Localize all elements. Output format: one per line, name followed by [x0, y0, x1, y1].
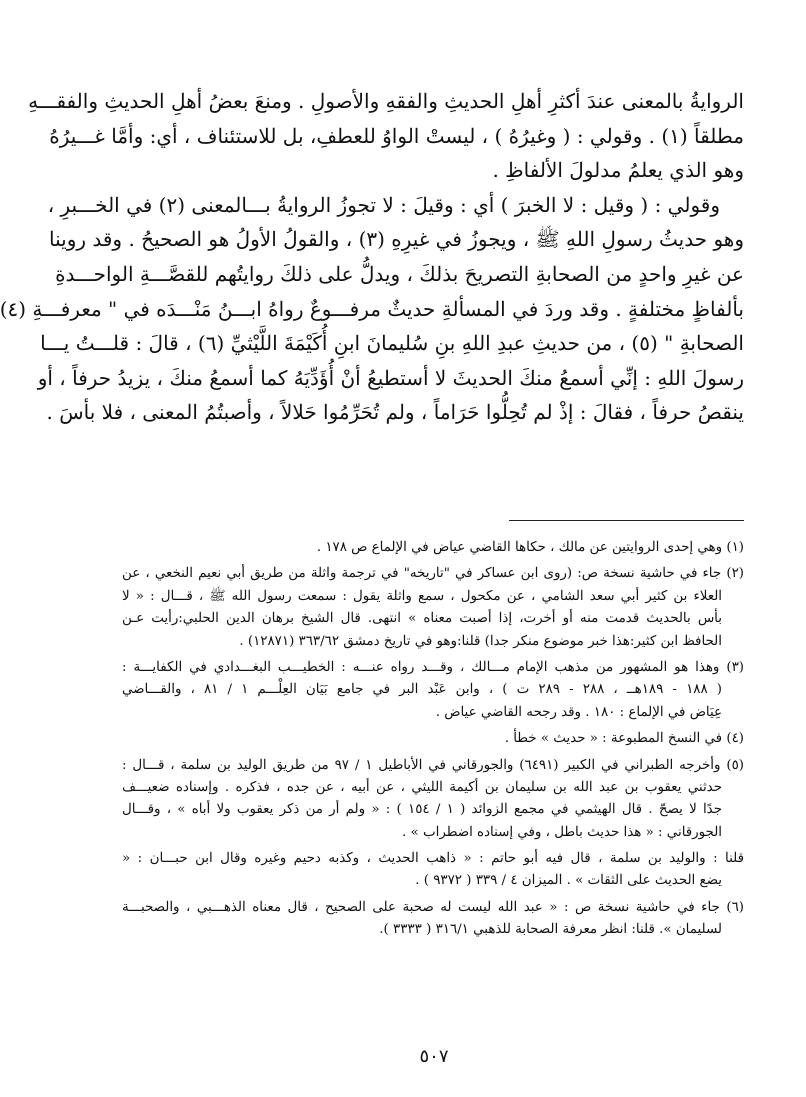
- footnote-line: (٢) جاء في حاشية نسخة ص: (روى ابن عساكر في "تاريخه" في ترجمة واثلة من طريق أبي نعيم النخعي ، عن: [122, 566, 744, 582]
- body-line: عن غيرِ واحدٍ من الصحابةِ التصريحَ بذلكَ ، ويدلُّ على ذلكَ روايتُهم للقصَّـــةِ الواحـــدةِ: [55, 261, 744, 286]
- footnote-5-comment: [122, 848, 744, 893]
- footnote-line: (١) وهي إحدى الروايتين عن مالك ، حكاها القاضي عياض في الإلماع ص ١٧٨ .: [316, 540, 744, 555]
- footnote-line: (٦) جاء في حاشية نسخة ص : « عبد الله ليست له صحبة على الصحيح ، قال معناه الذهـــبي ، والصحبـــة: [122, 899, 744, 915]
- footnote-5: [122, 755, 744, 845]
- body-line: وقولي : ( وقيل : لا الخبرَ ) أي : وقيلَ : لا تجوزُ الروايةُ بـــالمعنى (٢) في الخـــبرِ ،: [47, 192, 720, 217]
- page-number: ٥٠٧: [419, 1046, 449, 1067]
- footnote-1: [122, 537, 744, 559]
- body-line: الروايةُ بالمعنى عندَ أكثرِ أهلِ الحديثِ والفقهِ والأصولِ . ومنعَ بعضُ أهلِ الحديثِ والفقـــهِ: [28, 89, 744, 113]
- body-line: مطلقاً (١) . وقولي : ( وغيرُهُ ) ، ليستْ الواوُ للعطفِ، بل للاستئناف ، أي: وأمَّا غـــيرُهُ: [49, 123, 744, 148]
- footnote-line: لسليمان ». قلنا: انظر معرفة الصحابة للذهبي ٣١٦/١ ( ٣٣٣٣ ).: [379, 922, 722, 938]
- footnote-line: الحافظ ابن كثير:هذا خبر موضوع منكر جدا) قلنا:وهو في تاريخ دمشق ٣٦٣/٦٢ (١٢٨٧١) .: [239, 633, 722, 649]
- footnote-line: (٣) وهذا هو المشهور من مذهب الإمام مـــالك ، وقـــد رواه عنـــه : الخطيـــب البغـــدادي في الكفايـــة :: [122, 659, 744, 675]
- footnote-4: [122, 728, 744, 750]
- body-line: ينقصُ حرفاً ، فقالَ : إذْ لم تُحِلُّوا حَرَاماً ، ولم تُحَرِّمُوا حَلالاً ، وأصبتُمُ المعنى ، فلا بأسَ .: [46, 400, 744, 425]
- footnote-line: قلنا : والوليد بن سلمة ، قال فيه أبو حاتم : « ذاهب الحديث ، وكذبه دحيم وغيره وقال ابن حبـــان : «: [122, 851, 744, 867]
- footnotes: [122, 537, 744, 946]
- footnote-separator: [509, 520, 744, 521]
- footnote-6: [122, 897, 744, 942]
- body-line: وهو حديثُ رسولِ اللهِ ﷺ ، ويجوزُ في غيرِهِ (٣) ، والقولُ الأولُ هو الصحيحُ . وقد روينا: [49, 227, 744, 252]
- footnote-line: عِيَاض في الإلماع : ١٨٠ . وقد رجحه القاضي عياض .: [435, 704, 722, 720]
- footnote-line: جدًا لا يصحّ . قال الهيثمي في مجمع الزوائد ( ١ / ١٥٤ ) : « ولم أر من ذكر يعقوب ولا أباه » ، وقـــال: [122, 802, 722, 818]
- footnote-line: حدثني يعقوب بن عبد الله بن سليمان بن أكيمة الليثي ، عن أبيه ، عن جده ، فذكره . وإسناده ضعيـــف: [122, 779, 722, 795]
- footnote-line: (٥) وأخرجه الطبراني في الكبير (٦٤٩١) والجورقاني في الأباطيل ١ / ٩٧ من طريق الوليد بن سلمة ، قـــال :: [122, 757, 744, 773]
- main-text: [0, 84, 744, 430]
- footnote-line: بأس بالحديث قدمت منه أو أخرت، إذا أصبت معناه » انتهى. قال الشيخ برهان الدين الحلبي:رأيت عـن: [122, 611, 722, 627]
- body-line: الصحابةِ " (٥) ، من حديثِ عبدِ اللهِ بنِ سُليمانَ ابنِ أُكَيْمَةَ اللَّيْثيِّ (٦) ، قالَ : قلـــتُ يـــا: [40, 331, 744, 356]
- footnote-2: [122, 563, 744, 653]
- footnote-line: الجورقاني : « هذا حديث باطل ، وفي إسناده اضطراب » .: [402, 824, 722, 840]
- footnote-line: العلاء بن كثير أبي سعد الشامي ، عن مكحول ، سمع واثلة يقول : سمعت رسول الله ﷺ ، قـــال : « لا: [122, 588, 722, 604]
- body-line: بألفاظٍ مختلفةٍ . وقد وردَ في المسألةِ حديثٌ مرفـــوعٌ رواهُ ابـــنُ مَنْـــدَه في " معرفـــةِ (٤): [0, 296, 744, 321]
- footnote-line: ( ١٨٨ - ١٨٩هــ ، ٢٨٨ - ٢٨٩ ت ) ، وابن عَبْد البر في جامع بَيَان العِلْـــم ١ / ٨١ ، والقـــاضي: [122, 682, 722, 698]
- body-line: رسولَ اللهِ : إنِّي أسمعُ منكَ الحديثَ لا أستطيعُ أنْ أُؤَدِّيَهُ كما أسمعُ منكَ ، يزيدُ حرفاً ، أو: [37, 365, 744, 390]
- footnote-line: (٤) في النسخ المطبوعة : « حديث » خطأ .: [504, 731, 744, 747]
- body-line: وهو الذي يعلمُ مدلولَ الألفاظِ .: [492, 158, 744, 183]
- footnote-line: يضع الحديث على الثقات » . الميزان ٤ / ٣٣٩ ( ٩٣٧٢ ) .: [415, 873, 722, 889]
- footnote-3: [122, 657, 744, 724]
